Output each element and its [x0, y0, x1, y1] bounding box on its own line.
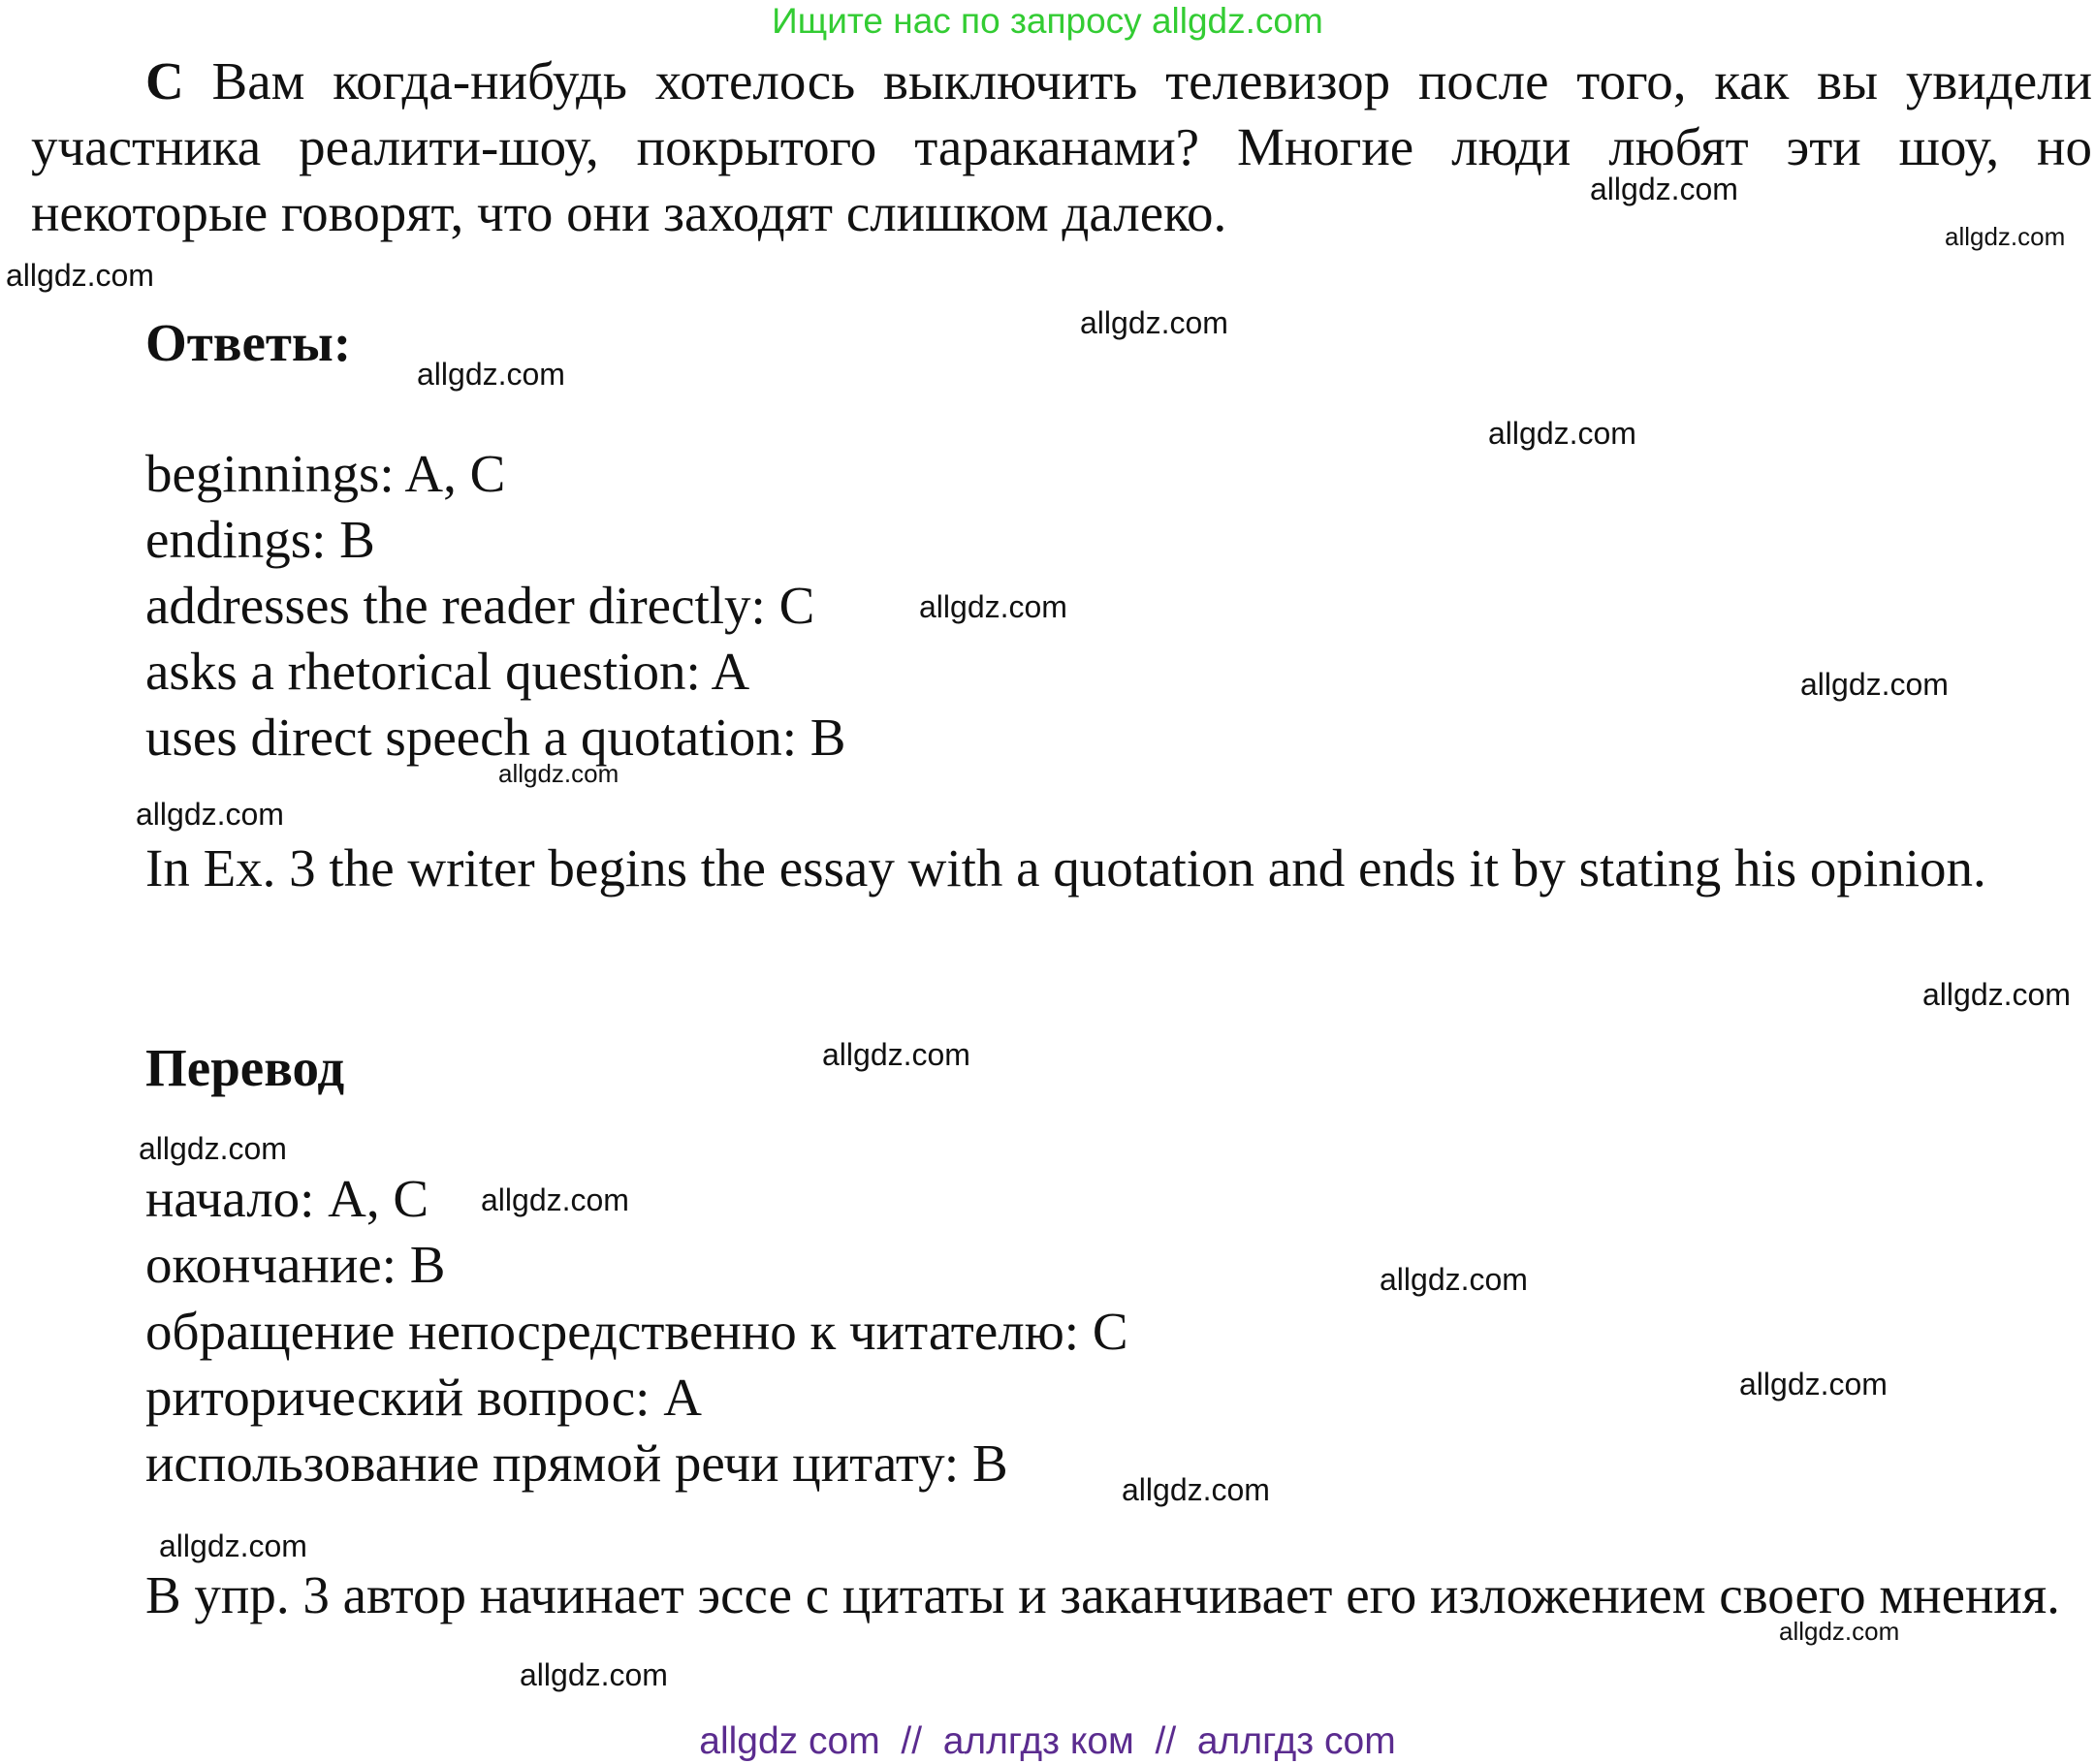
footer-text[interactable]: allgdz com // аллгдз ком // аллгдз com — [699, 1720, 1396, 1762]
watermark: allgdz.com — [1380, 1262, 1528, 1297]
translation-heading: Перевод — [145, 1038, 345, 1097]
answer-line: asks a rhetorical question: A — [145, 642, 750, 701]
translation-line: начало: A, C — [145, 1169, 429, 1228]
translation-conclusion-text: В упр. 3 автор начинает эссе с цитаты и заканчивает его изложением своего мнения. — [145, 1565, 2060, 1624]
answer-line: beginnings: A, C — [145, 444, 506, 503]
watermark: allgdz.com — [1590, 172, 1738, 206]
watermark: allgdz.com — [520, 1657, 668, 1692]
answers-conclusion — [31, 835, 2092, 901]
watermark: allgdz.com — [822, 1037, 970, 1072]
answer-line: addresses the reader directly: C — [145, 576, 815, 635]
watermark: allgdz.com — [481, 1182, 629, 1217]
watermark: allgdz.com — [1945, 222, 2066, 251]
watermark: allgdz.com — [1779, 1617, 1900, 1646]
watermark: allgdz.com — [1800, 667, 1949, 702]
watermark: allgdz.com — [1080, 305, 1228, 340]
watermark: allgdz.com — [139, 1131, 287, 1166]
banner-text[interactable]: Ищите нас по запросу allgdz.com — [772, 1, 1323, 41]
watermark: allgdz.com — [1488, 416, 1636, 451]
intro-letter: C — [145, 51, 184, 110]
watermark: allgdz.com — [1122, 1472, 1270, 1507]
watermark: allgdz.com — [919, 589, 1067, 624]
translation-line: использование прямой речи цитату: B — [145, 1433, 1008, 1493]
watermark: allgdz.com — [136, 797, 284, 832]
translation-line: окончание: B — [145, 1235, 446, 1294]
answer-line: endings: B — [145, 510, 375, 569]
intro-text: Вам когда-нибудь хотелось выключить телевизор после того, как вы увидели участника реалити-шоу, покрытого тараканами? Многие люди любят эти шоу, но некоторые говорят, что они заходят слишком далеко. — [31, 51, 2092, 242]
answer-line: uses direct speech a quotation: B — [145, 708, 846, 767]
answers-conclusion-text: In Ex. 3 the writer begins the essay with a quotation and ends it by stating his opinion. — [145, 838, 1986, 898]
translation-line: риторический вопрос: A — [145, 1368, 702, 1427]
watermark: allgdz.com — [1922, 977, 2071, 1012]
footer-links[interactable] — [0, 1719, 2095, 1764]
watermark: allgdz.com — [6, 258, 154, 293]
watermark: allgdz.com — [1739, 1367, 1888, 1402]
watermark: allgdz.com — [498, 759, 619, 788]
watermark: allgdz.com — [159, 1528, 307, 1563]
answers-heading: Ответы: — [145, 313, 352, 372]
watermark: allgdz.com — [417, 357, 565, 392]
intro-paragraph — [31, 48, 2092, 246]
translation-line: обращение непосредственно к читателю: C — [145, 1302, 1128, 1361]
top-banner[interactable] — [0, 0, 2095, 43]
